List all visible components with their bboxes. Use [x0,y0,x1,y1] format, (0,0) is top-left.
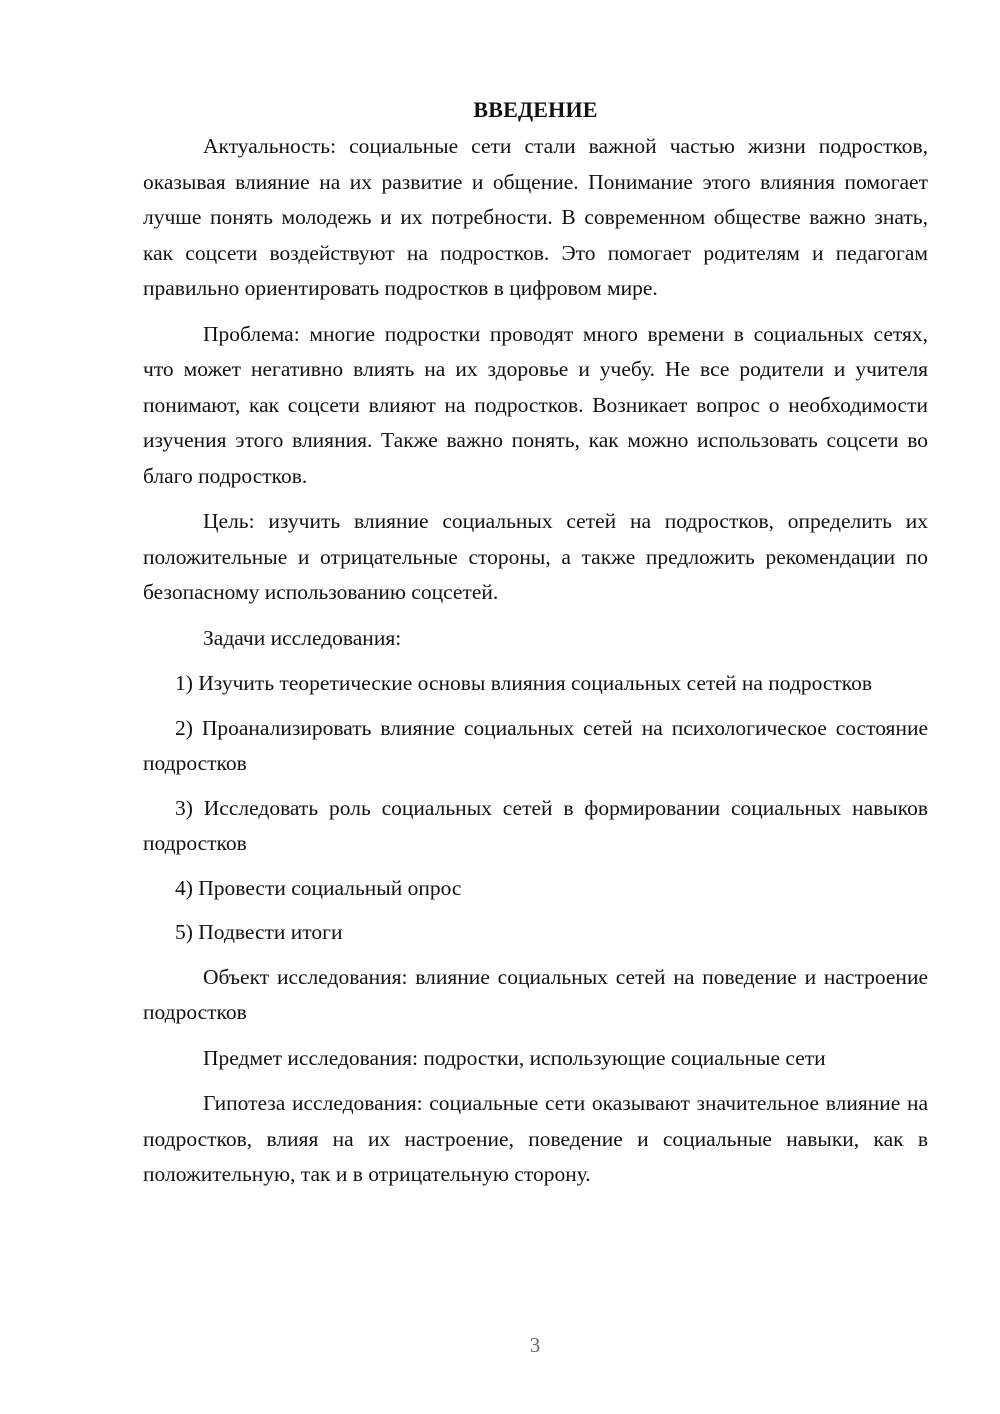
paragraph-hypothesis: Гипотеза исследования: социальные сети оказывают значительное влияние на подростков, влияя на их настроение, поведение и социальные навыки, как в положительную, так и в отрицательную сторону. [143,1091,928,1186]
page-content [143,95,928,1203]
task-item: 3) Исследовать роль социальных сетей в формировании социальных навыков подростков [143,795,928,855]
page-heading: ВВЕДЕНИЕ [473,97,598,122]
task-item: 4) Провести социальный опрос [175,875,462,900]
paragraph-goal: Цель: изучить влияние социальных сетей на подростков, определить их положительные и отрицательные стороны, а также предложить рекомендации по безопасному использованию соцсетей. [143,509,928,604]
page-number: 3 [529,1333,541,1357]
paragraph-subject: Предмет исследования: подростки, использующие социальные сети [203,1045,826,1070]
task-item: 2) Проанализировать влияние социальных сетей на психологическое состояние подростков [143,715,928,775]
task-item: 5) Подвести итоги [175,920,343,944]
paragraph-problem: Проблема: многие подростки проводят много времени в социальных сетях, что может негативно влиять на их здоровье и учебу. Не все родители и учителя понимают, как соцсети влияют на подростков. Возникает вопрос о необходимости изучения этого влияния. Также важно понять, как можно использовать соцсети во благо подростков. [143,321,928,488]
paragraph-relevance: Актуальность: социальные сети стали важной частью жизни подростков, оказывая влияние на их развитие и общение. Понимание этого влияния помогает лучше понять молодежь и их потребности. В современном обществе важно знать, как соцсети воздействуют на подростков. Это помогает родителям и педагогам правильно ориентировать подростков в цифровом мире. [143,134,928,300]
paragraph-object: Объект исследования: влияние социальных сетей на поведение и настроение подростков [143,964,928,1024]
task-item: 1) Изучить теоретические основы влияния социальных сетей на подростков [175,671,873,695]
tasks-title: Задачи исследования: [203,625,402,650]
